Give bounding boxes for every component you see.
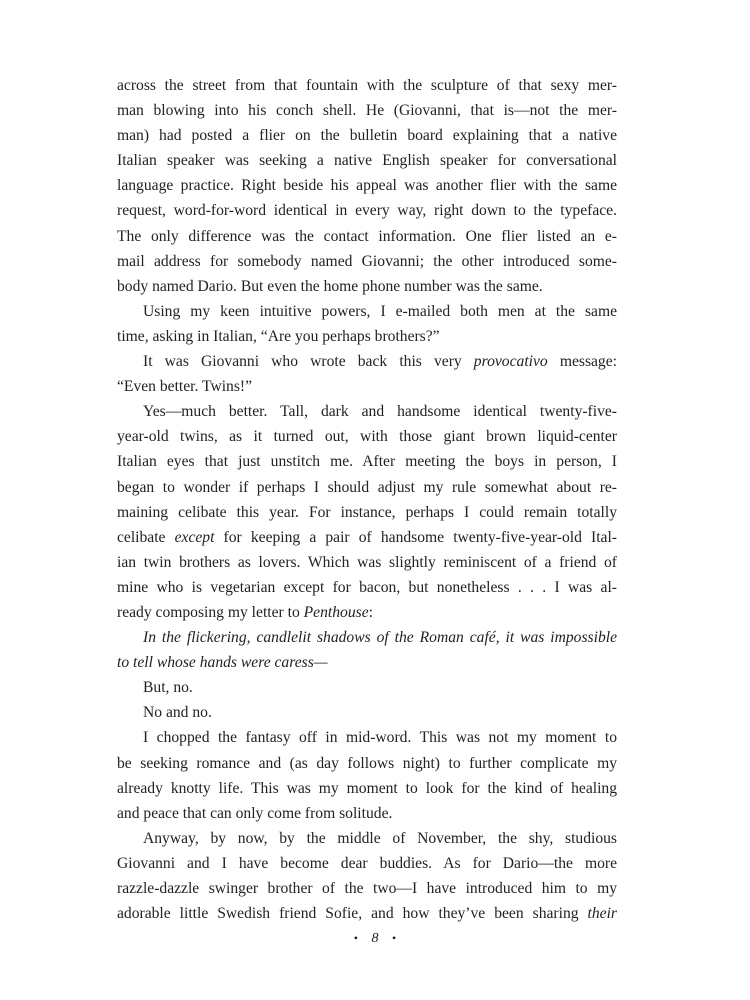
text-line: ian twin brothers as lovers. Which was slightly reminiscent of a friend of xyxy=(117,553,617,571)
text-line: and peace that can only come from solitude. xyxy=(117,804,393,822)
paragraph xyxy=(117,725,617,825)
text-line: adorable little Swedish friend Sofie, and how they’ve been sharing their xyxy=(117,905,617,923)
text-line: already knotty life. This was my moment to look for the kind of healing xyxy=(117,779,617,797)
text-line: to tell whose hands were caress— xyxy=(117,654,328,672)
footer-separator-right: • xyxy=(392,931,397,945)
paragraph xyxy=(117,349,617,399)
text-line: I chopped the fantasy off in mid-word. This was not my moment to xyxy=(143,729,617,747)
paragraph xyxy=(117,73,617,299)
text-line: “Even better. Twins!” xyxy=(117,378,253,396)
paragraph xyxy=(117,625,617,675)
text-line: man) had posted a flier on the bulletin board explaining that a native xyxy=(117,127,617,145)
text-line: Anyway, by now, by the middle of November, the shy, studious xyxy=(143,829,617,847)
text-line: Yes—much better. Tall, dark and handsome identical twenty-five- xyxy=(143,403,617,421)
text-line: No and no. xyxy=(143,704,212,722)
page-text xyxy=(117,73,617,926)
paragraph xyxy=(117,700,617,725)
text-line: The only difference was the contact information. One flier listed an e- xyxy=(117,227,617,245)
text-line: mail address for somebody named Giovanni; the other introduced some- xyxy=(117,252,617,270)
paragraph xyxy=(117,826,617,926)
text-line: year-old twins, as it turned out, with those giant brown liquid-center xyxy=(117,428,617,446)
text-line: across the street from that fountain with the sculpture of that sexy mer- xyxy=(117,77,617,94)
text-line: time, asking in Italian, “Are you perhaps brothers?” xyxy=(117,327,440,345)
footer-separator-left: • xyxy=(353,931,358,945)
text-line: began to wonder if perhaps I should adjust my rule somewhat about re- xyxy=(117,478,617,496)
paragraph xyxy=(117,399,617,625)
text-line: request, word-for-word identical in every way, right down to the typeface. xyxy=(117,202,617,220)
text-line: be seeking romance and (as day follows night) to further complicate my xyxy=(117,754,617,772)
text-line: Italian speaker was seeking a native English speaker for conversational xyxy=(117,152,617,170)
text-line: Italian eyes that just unstitch me. After meeting the boys in person, I xyxy=(117,453,617,471)
text-line: In the flickering, candlelit shadows of the Roman café, it was impossible xyxy=(143,629,617,647)
text-line: ready composing my letter to Penthouse: xyxy=(117,603,373,621)
text-line: body named Dario. But even the home phone number was the same. xyxy=(117,277,543,295)
text-line: man blowing into his conch shell. He (Giovanni, that is—not the mer- xyxy=(117,102,617,120)
paragraph xyxy=(117,299,617,349)
text-line: Using my keen intuitive powers, I e-mailed both men at the same xyxy=(143,302,617,320)
text-line: But, no. xyxy=(143,679,193,697)
text-line: celibate except for keeping a pair of handsome twenty-five-year-old Ital- xyxy=(117,528,617,546)
paragraph xyxy=(117,675,617,700)
text-line: razzle-dazzle swinger brother of the two—I have introduced him to my xyxy=(117,880,617,897)
text-line: language practice. Right beside his appeal was another flier with the same xyxy=(117,177,617,195)
page-footer xyxy=(0,931,750,947)
page-number: 8 xyxy=(371,931,379,946)
text-line: mine who is vegetarian except for bacon, but nonetheless . . . I was al- xyxy=(117,578,617,596)
text-line: It was Giovanni who wrote back this very provocativo message: xyxy=(143,353,617,371)
text-line: maining celibate this year. For instance, perhaps I could remain totally xyxy=(117,503,617,521)
text-line: Giovanni and I have become dear buddies. As for Dario—the more xyxy=(117,854,617,872)
